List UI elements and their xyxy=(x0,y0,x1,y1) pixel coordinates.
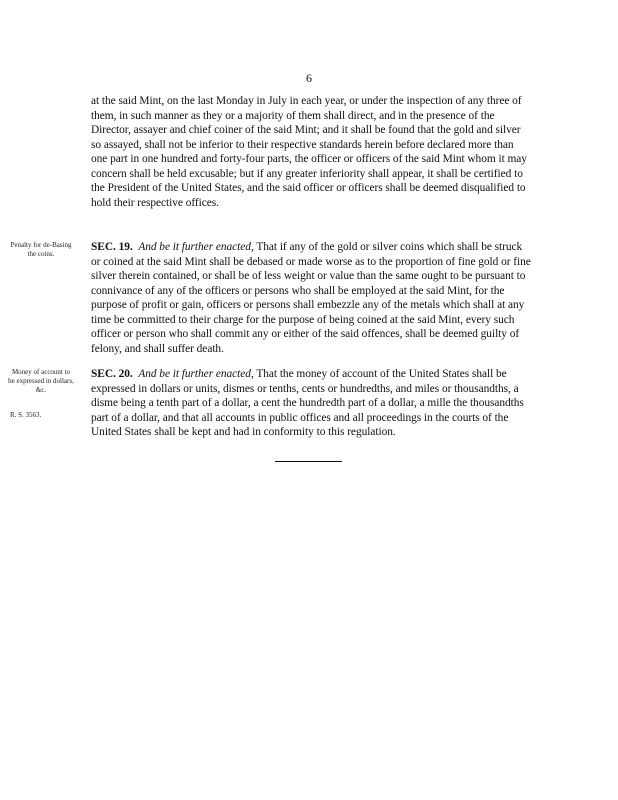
section-19-label: SEC. 19. xyxy=(91,241,133,253)
margin-reference-sec20: R. S. 3563. xyxy=(10,411,42,419)
section-19-body: That if any of the gold or silver coins which shall be struck or coined at the said Mint shall be debased or made worse as to the proportion of fine gold or fine silver therein contained, or shall be of less weight or value than the same ought to be pursuant to connivance of any of the officers or persons who shall be employed at the said Mint, for the purpose of profit or gain, officers or persons shall embezzle any of the metals which shall at any time be committed to their charge for the purpose of being coined at the said Mint, every such officer or person who shall commit any or either of the said offences, shall be deemed guilty of felony, and shall suffer death. xyxy=(91,241,531,355)
margin-note-sec20: Money of account to be expressed in dollars, &c. xyxy=(8,368,74,394)
closing-rule xyxy=(275,461,342,462)
section-20-paragraph xyxy=(91,367,531,440)
section-19-paragraph xyxy=(91,240,531,356)
section-20-body: That the money of account of the United States shall be expressed in dollars or units, dismes or tenths, cents or hundredths, and miles or thousandths, a disme being a tenth part of a dollar, a cent the hundredth part of a dollar, a mille the thousandths part of a dollar, and that all accounts in public offices and all proceedings in the courts of the United States shall be kept and had in conformity to this regulation. xyxy=(91,368,524,438)
section-20-enacting-clause: And be it further enacted, xyxy=(138,368,254,380)
section-19-text xyxy=(91,240,531,356)
continuation-paragraph xyxy=(91,94,531,210)
continuation-text: at the said Mint, on the last Monday in July in each year, or under the inspection of any three of them, in such manner as they or a majority of them shall direct, and in the presence of the Director, assayer and chief coiner of the said Mint; and it shall be found that the gold and silver so assayed, shall not be inferior to their respective standards herein before declared more than one part in one hundred and forty-four parts, the officer or officers of the said Mint whom it may concern shall be held excusable; but if any greater inferiority shall appear, it shall be certified to the President of the United States, and the said officer or officers shall be deemed disqualified to hold their respective offices. xyxy=(91,95,527,209)
section-20-label: SEC. 20. xyxy=(91,368,133,380)
margin-note-sec19: Penalty for de-Basing the coins. xyxy=(10,241,72,258)
page-number: 6 xyxy=(306,71,312,85)
section-20-text xyxy=(91,367,531,440)
section-19-enacting-clause: And be it further enacted, xyxy=(138,241,254,253)
